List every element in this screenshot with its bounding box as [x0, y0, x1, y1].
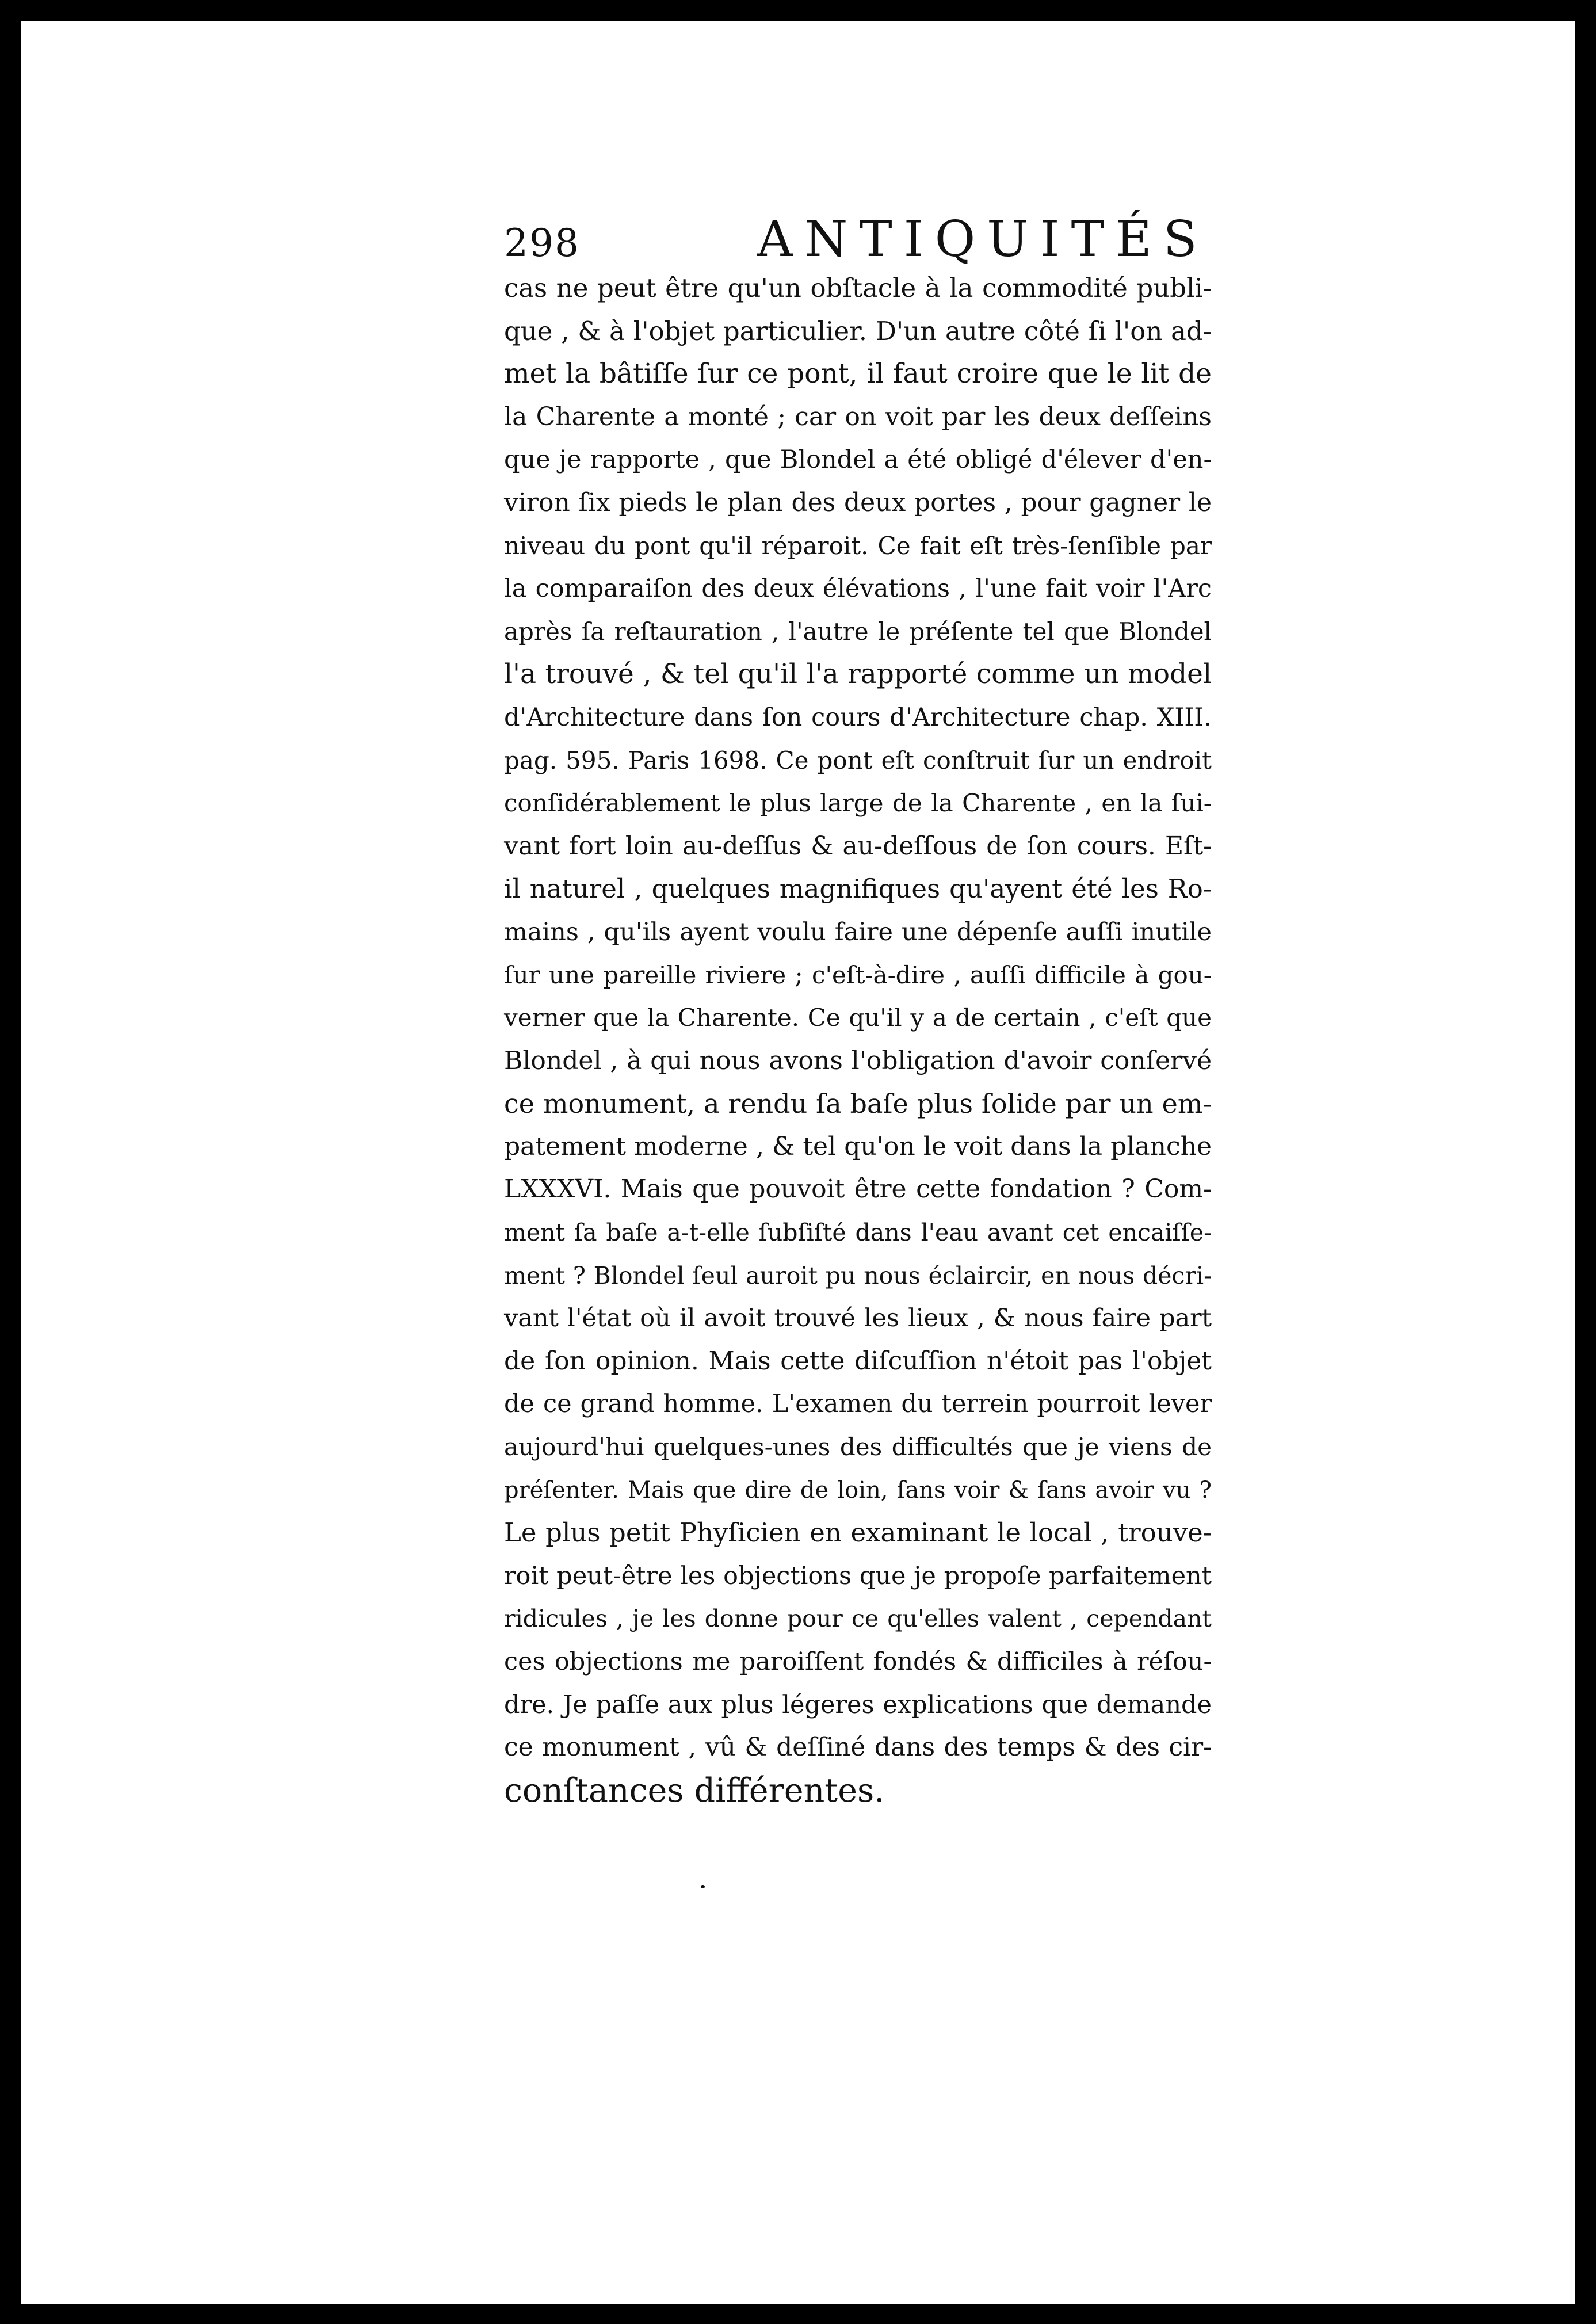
text-line: cas ne peut être qu'un obſtacle à la commodité publi- [504, 273, 1212, 303]
text-line: mains , qu'ils ayent voulu faire une dépenſe auſſi inutile [504, 917, 1212, 947]
text-line: ces objections me paroiſſent fondés & difficiles à réſou- [504, 1647, 1212, 1676]
text-line: met la bâtiſſe ſur ce pont, il faut croire que le lit de [504, 358, 1212, 390]
page-header [504, 211, 1223, 268]
text-line: ſur une pareille riviere ; c'eſt-à-dire , auſſi difficile à gou- [504, 960, 1212, 989]
text-line: de ſon opinion. Mais cette diſcuſſion n'étoit pas l'objet [504, 1346, 1212, 1376]
text-line: ce monument, a rendu ſa baſe plus ſolide par un em- [504, 1088, 1212, 1120]
text-line: après ſa reſtauration , l'autre le préſente tel que Blondel [504, 617, 1212, 646]
page-number: 298 [504, 221, 580, 265]
text-line: roit peut-être les objections que je propoſe parfaitement [504, 1561, 1212, 1590]
ink-speck [701, 1885, 705, 1888]
text-line: préſenter. Mais que dire de loin, ſans voir & ſans avoir vu ? [504, 1476, 1212, 1503]
text-line: conſidérablement le plus large de la Charente , en la ſui- [504, 789, 1212, 818]
text-line: ment ? Blondel ſeul auroit pu nous éclaircir, en nous décri- [504, 1261, 1212, 1289]
text-line: il naturel , quelques magnifiques qu'ayent été les Ro- [504, 873, 1212, 905]
text-line: viron ſix pieds le plan des deux portes , pour gagner le [504, 487, 1212, 517]
text-line: Blondel , à qui nous avons l'obligation d'avoir conſervé [504, 1045, 1212, 1075]
text-line: vant l'état où il avoit trouvé les lieux , & nous faire part [504, 1304, 1212, 1333]
text-line: Le plus petit Phyſicien en examinant le local , trouve- [504, 1517, 1212, 1548]
text-line: de ce grand homme. L'examen du terrein pourroit lever [504, 1390, 1212, 1419]
text-line: que je rapporte , que Blondel a été obligé d'élever d'en- [504, 445, 1212, 475]
text-line: ment ſa baſe a-t-elle ſubſiſté dans l'eau avant cet encaiſſe- [504, 1219, 1212, 1247]
text-line: conſtances différentes. [504, 1771, 885, 1810]
text-line: ce monument , vû & deſſiné dans des temps & des cir- [504, 1732, 1212, 1762]
text-line: ridicules , je les donne pour ce qu'elles valent , cependant [504, 1605, 1212, 1633]
running-title: ANTIQUITÉS [757, 211, 1209, 268]
text-line: LXXXVI. Mais que pouvoit être cette fondation ? Com- [504, 1174, 1212, 1204]
text-line: verner que la Charente. Ce qu'il y a de certain , c'eſt que [504, 1003, 1212, 1032]
text-line: d'Architecture dans ſon cours d'Architecture chap. XIII. [504, 703, 1212, 732]
text-line: patement moderne , & tel qu'on le voit dans la planche [504, 1131, 1212, 1161]
text-line: niveau du pont qu'il réparoit. Ce fait eſt très-ſenſible par [504, 531, 1212, 560]
text-line: l'a trouvé , & tel qu'il l'a rapporté comme un model [504, 658, 1212, 690]
text-line: la comparaiſon des deux élévations , l'une fait voir l'Arc [504, 574, 1212, 604]
body-text [504, 267, 1212, 1812]
text-line: la Charente a monté ; car on voit par les deux deſſeins [504, 402, 1212, 432]
text-line: aujourd'hui quelques-unes des difficultés que je viens de [504, 1433, 1212, 1461]
book-page [21, 21, 1575, 2304]
text-line: que , & à l'objet particulier. D'un autre côté ſi l'on ad- [504, 315, 1212, 346]
text-line: pag. 595. Paris 1698. Ce pont eſt conſtruit ſur un endroit [504, 746, 1212, 774]
text-line: vant fort loin au-deſſus & au-deſſous de ſon cours. Eſt- [504, 831, 1212, 861]
text-line: dre. Je paſſe aux plus légeres explications que demande [504, 1690, 1212, 1719]
